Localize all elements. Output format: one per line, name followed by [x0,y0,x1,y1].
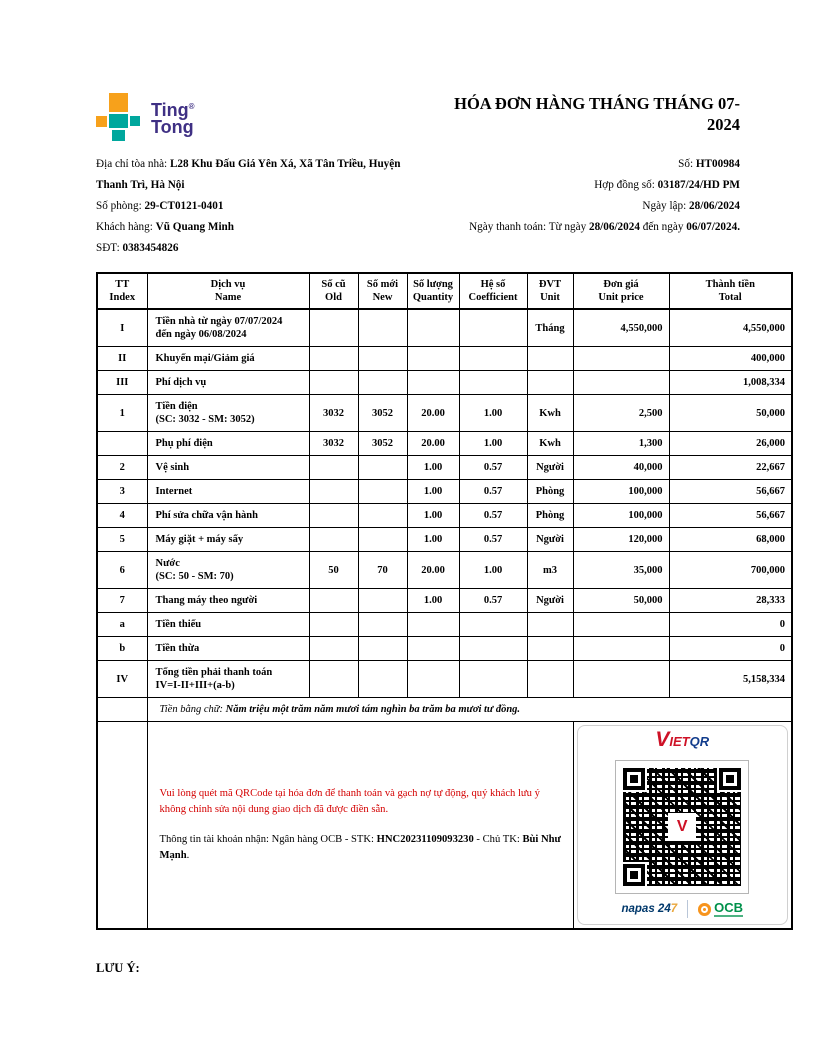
table-cell-new [358,661,407,698]
column-header-unit-price: Đơn giá Unit price [573,273,669,309]
table-cell-empty [97,722,147,930]
column-header-old: Số cũ Old [309,273,358,309]
table-cell-price [573,637,669,661]
table-cell-total: 56,667 [669,480,792,504]
table-cell-old [309,589,358,613]
logo-square-orange-left [96,116,107,127]
qr-finder-icon [623,864,645,886]
table-cell-price: 100,000 [573,504,669,528]
table-cell-total: 5,158,334 [669,661,792,698]
amount-in-words-cell [147,698,792,722]
table-cell-price: 4,550,000 [573,309,669,347]
tingtong-logo [96,93,195,141]
table-cell-coef [459,309,527,347]
table-cell-total: 4,550,000 [669,309,792,347]
table-cell-new: 70 [358,552,407,589]
table-cell-tt: IV [97,661,147,698]
ocb-logo-text: OCB [714,899,744,915]
column-header-coefficient: Hệ số Coefficient [459,273,527,309]
table-cell-total: 28,333 [669,589,792,613]
invoice-info-left [96,154,452,259]
qr-code-cell [573,722,792,930]
ocb-tagline-bar [714,915,743,917]
info-field-address-line2: Thanh Trì, Hà Nội [96,179,185,191]
table-row [97,456,792,480]
table-cell-total: 26,000 [669,432,792,456]
invoice-info-right [452,154,740,259]
table-cell-new: 3052 [358,395,407,432]
table-cell-total: 22,667 [669,456,792,480]
qr-finder-icon [719,768,741,790]
invoice-title-line2: 2024 [707,115,740,134]
table-row [97,347,792,371]
table-cell-old [309,504,358,528]
invoice-title-line1: HÓA ĐƠN HÀNG THÁNG THÁNG 07- [454,94,740,113]
logo-square-teal-right [130,116,140,126]
table-row [97,395,792,432]
qr-finder-icon [623,768,645,790]
account-number: HNC20231109093230 [376,834,474,845]
table-cell-price: 120,000 [573,528,669,552]
table-row [97,552,792,589]
table-cell-unit: Người [527,456,573,480]
column-header-unit: ĐVT Unit [527,273,573,309]
payment-instructions-cell [147,722,573,930]
amount-in-words-value: Năm triệu một trăm năm mươi tám nghìn ba trăm ba mươi tư đồng. [225,704,521,715]
logo-divider [687,900,688,918]
table-cell-coef: 0.57 [459,480,527,504]
table-cell-qty: 20.00 [407,552,459,589]
table-cell-name: Phí sửa chữa vận hành [147,504,309,528]
table-cell-unit: Người [527,589,573,613]
table-cell-total: 50,000 [669,395,792,432]
table-cell-qty [407,613,459,637]
table-cell-tt: 6 [97,552,147,589]
table-row [97,613,792,637]
table-cell-name: Tiền điện (SC: 3032 - SM: 3052) [147,395,309,432]
table-cell-unit: m3 [527,552,573,589]
table-cell-name: Thang máy theo người [147,589,309,613]
table-cell-new [358,528,407,552]
table-cell-total: 0 [669,613,792,637]
table-cell-empty [97,698,147,722]
table-cell-price [573,347,669,371]
amount-in-words-row [97,698,792,722]
table-cell-qty: 1.00 [407,589,459,613]
table-cell-total: 400,000 [669,347,792,371]
table-cell-price: 2,500 [573,395,669,432]
table-cell-old [309,456,358,480]
table-row [97,661,792,698]
table-cell-tt: 1 [97,395,147,432]
column-header-quantity: Số lượng Quantity [407,273,459,309]
table-cell-qty [407,371,459,395]
table-cell-unit: Kwh [527,432,573,456]
table-cell-qty: 1.00 [407,456,459,480]
table-cell-new [358,480,407,504]
table-cell-old [309,347,358,371]
table-cell-price: 40,000 [573,456,669,480]
vietqr-logo: VIETQR [655,728,710,751]
table-cell-coef: 1.00 [459,552,527,589]
qr-code [615,760,749,894]
table-cell-coef: 0.57 [459,504,527,528]
qr-partner-logos [621,900,743,918]
table-cell-unit [527,347,573,371]
table-cell-name: Tiền nhà từ ngày 07/07/2024 đến ngày 06/08/2024 [147,309,309,347]
table-row [97,309,792,347]
table-cell-new [358,637,407,661]
table-cell-name: Nước (SC: 50 - SM: 70) [147,552,309,589]
table-cell-old [309,528,358,552]
table-cell-coef [459,347,527,371]
table-cell-coef: 1.00 [459,395,527,432]
table-cell-old [309,371,358,395]
table-cell-total: 1,008,334 [669,371,792,395]
table-cell-new [358,347,407,371]
table-cell-coef [459,637,527,661]
info-field-contract-number: Hợp đồng số: 03187/24/HD PM [594,179,740,191]
table-cell-name: Máy giặt + máy sấy [147,528,309,552]
table-cell-tt [97,432,147,456]
table-cell-unit: Người [527,528,573,552]
logo-word-1: Ting [151,100,189,120]
table-cell-old [309,661,358,698]
info-field-phone: SĐT: 0383454826 [96,242,179,254]
table-cell-name: Vệ sinh [147,456,309,480]
table-cell-new [358,589,407,613]
table-row [97,480,792,504]
table-cell-old [309,480,358,504]
tingtong-logo-icon [96,93,142,141]
table-cell-tt: 2 [97,456,147,480]
info-field-customer: Khách hàng: Vũ Quang Minh [96,221,234,233]
column-header-new: Số mới New [358,273,407,309]
table-cell-name: Tiền thừa [147,637,309,661]
table-cell-old: 3032 [309,395,358,432]
table-cell-qty: 1.00 [407,480,459,504]
table-cell-new [358,371,407,395]
column-header-name: Dịch vụ Name [147,273,309,309]
table-cell-tt: III [97,371,147,395]
table-row [97,432,792,456]
table-cell-price: 100,000 [573,480,669,504]
table-cell-coef: 0.57 [459,589,527,613]
vietqr-panel [577,725,789,925]
qr-payment-row [97,722,792,930]
table-cell-new [358,613,407,637]
table-row [97,504,792,528]
amount-in-words-label: Tiền bằng chữ: [159,704,226,715]
table-cell-tt: 7 [97,589,147,613]
invoice-table-body [97,309,792,698]
table-cell-new: 3052 [358,432,407,456]
table-cell-unit [527,661,573,698]
ocb-circle-icon [698,903,711,916]
qr-code-pattern [623,768,741,886]
table-cell-unit [527,637,573,661]
table-row [97,589,792,613]
logo-word-2: Tong [151,117,194,137]
table-cell-new [358,309,407,347]
page-header [96,93,790,141]
table-cell-tt: 3 [97,480,147,504]
logo-square-teal-bottom [112,130,125,141]
table-cell-old: 50 [309,552,358,589]
column-header-tt: TT Index [97,273,147,309]
table-cell-tt: 5 [97,528,147,552]
table-cell-price: 1,300 [573,432,669,456]
info-field-invoice-number: Số: HT00984 [678,158,740,170]
table-cell-tt: II [97,347,147,371]
table-cell-price [573,661,669,698]
table-cell-total: 700,000 [669,552,792,589]
invoice-table-header [97,273,792,309]
table-cell-qty: 20.00 [407,395,459,432]
info-field-address: Địa chỉ tòa nhà: L28 Khu Đấu Giá Yên Xá, Xã Tân Triều, Huyện Thanh Trì, Hà Nội [96,154,452,196]
account-info-text: Thông tin tài khoản nhận: Ngân hàng OCB - STK: HNC20231109093230 - Chủ TK: Bùi Như Mạnh. [159,834,561,861]
table-cell-old: 3032 [309,432,358,456]
table-cell-tt: 4 [97,504,147,528]
table-cell-qty: 1.00 [407,504,459,528]
table-cell-old [309,637,358,661]
table-cell-unit: Tháng [527,309,573,347]
table-cell-tt: b [97,637,147,661]
table-cell-price [573,371,669,395]
table-cell-unit: Phòng [527,480,573,504]
table-cell-new [358,456,407,480]
table-cell-qty [407,309,459,347]
logo-square-teal-center [109,114,128,128]
table-cell-price [573,613,669,637]
info-field-payment-period: Ngày thanh toán: Từ ngày 28/06/2024 đến ngày 06/07/2024. [469,221,740,233]
table-cell-total: 0 [669,637,792,661]
table-cell-new [358,504,407,528]
column-header-total: Thành tiền Total [669,273,792,309]
table-row [97,528,792,552]
table-row [97,371,792,395]
table-cell-name: Tổng tiền phải thanh toán IV=I-II+III+(a-b) [147,661,309,698]
table-cell-name: Tiền thiếu [147,613,309,637]
info-field-room: Số phòng: 29-CT0121-0401 [96,200,224,212]
table-cell-tt: I [97,309,147,347]
table-cell-qty [407,347,459,371]
qr-warning-text: Vui lòng quét mã QRCode tại hóa đơn để thanh toán và gạch nợ tự động, quý khách lưu ý không chỉnh sửa nội dung giao dịch đã được điền sẵn. [159,788,540,815]
table-cell-coef: 0.57 [459,456,527,480]
invoice-info [96,154,790,259]
info-field-issue-date: Ngày lập: 28/06/2024 [642,200,740,212]
table-cell-name: Khuyến mại/Giảm giá [147,347,309,371]
table-cell-coef [459,613,527,637]
vietqr-center-v-icon: V [670,815,694,839]
table-cell-unit: Phòng [527,504,573,528]
table-cell-qty: 1.00 [407,528,459,552]
table-cell-old [309,309,358,347]
table-cell-coef [459,661,527,698]
napas-247-logo: napas 247 [621,902,678,915]
table-cell-qty [407,637,459,661]
footer-note: LƯU Ý: [96,961,140,975]
table-cell-coef: 0.57 [459,528,527,552]
account-owner: Bùi Như Mạnh [159,834,561,861]
invoice-title [430,93,740,135]
registered-mark-icon: ® [188,102,195,111]
table-row [97,637,792,661]
table-cell-unit [527,371,573,395]
header-row [97,273,792,309]
table-cell-coef: 1.00 [459,432,527,456]
table-cell-total: 56,667 [669,504,792,528]
table-cell-name: Phụ phí điện [147,432,309,456]
table-cell-unit: Kwh [527,395,573,432]
table-cell-price: 35,000 [573,552,669,589]
table-cell-price: 50,000 [573,589,669,613]
table-cell-unit [527,613,573,637]
invoice-table [96,272,793,930]
table-cell-qty: 20.00 [407,432,459,456]
table-cell-name: Phí dịch vụ [147,371,309,395]
table-cell-tt: a [97,613,147,637]
table-cell-coef [459,371,527,395]
table-cell-old [309,613,358,637]
table-cell-name: Internet [147,480,309,504]
ocb-logo [698,899,744,917]
tingtong-logo-text [151,93,195,136]
vietqr-v-icon: V [655,728,670,751]
logo-square-orange-top [109,93,128,112]
table-cell-qty [407,661,459,698]
table-cell-total: 68,000 [669,528,792,552]
